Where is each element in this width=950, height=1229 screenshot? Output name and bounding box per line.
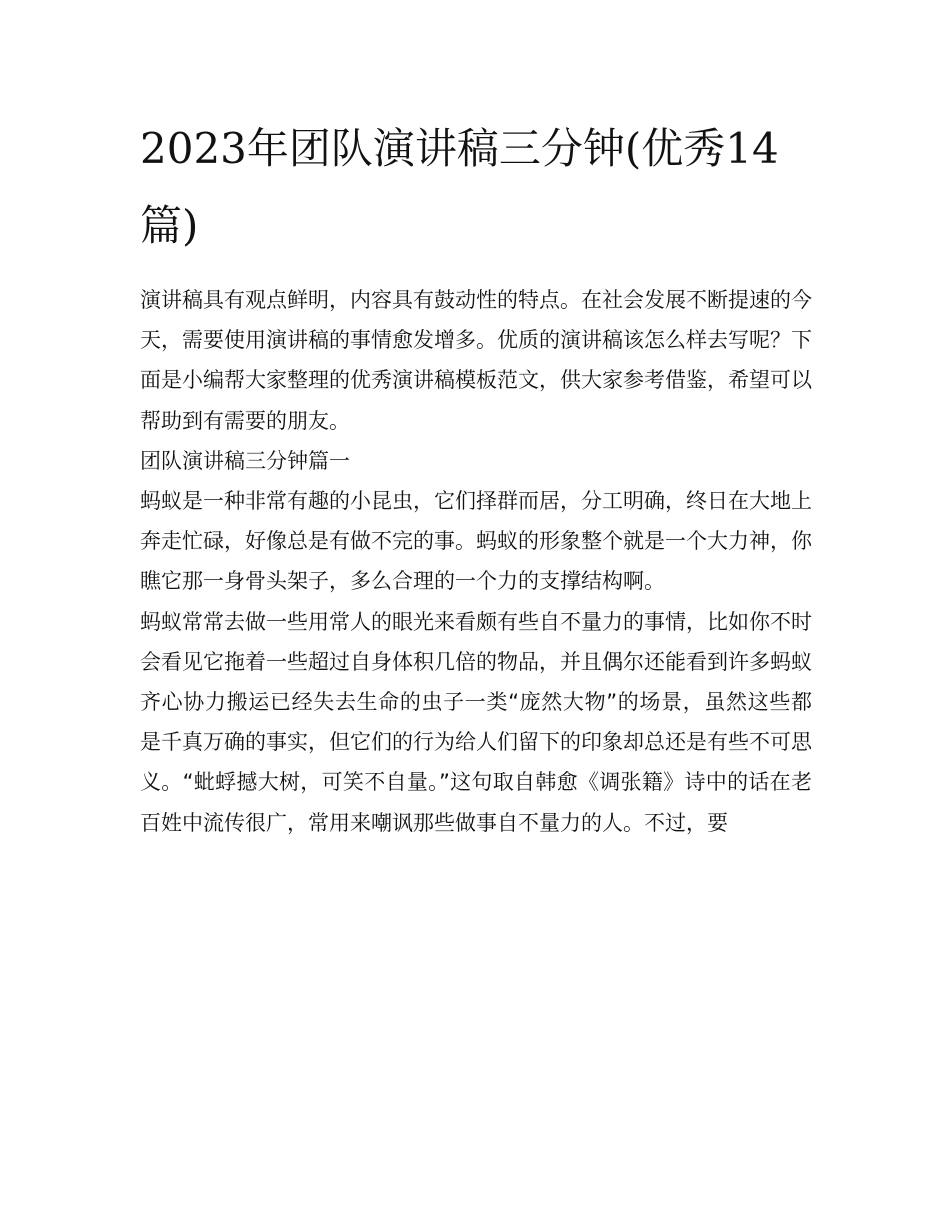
document-body bbox=[140, 280, 812, 843]
section-heading: 团队演讲稿三分钟篇一 bbox=[140, 448, 350, 473]
document-title: 2023年团队演讲稿三分钟(优秀14篇) bbox=[140, 124, 779, 250]
body-paragraph: 蚂蚁常常去做一些用常人的眼光来看颇有些自不量力的事情，比如你不时会看见它拖着一些超过自身体积几倍的物品，并且偶尔还能看到许多蚂蚁齐心协力搬运已经失去生命的虫子一类“庞然大物”的场景，虽然这些都是千真万确的事实，但它们的行为给人们留下的印象却总还是有些不可思义。“蚍蜉撼大树，可笑不自量。”这句取自韩愈《调张籍》诗中的话在老百姓中流传很广，常用来嘲讽那些做事自不量力的人。不过，要 bbox=[140, 609, 812, 835]
body-paragraph: 蚂蚁是一种非常有趣的小昆虫，它们择群而居，分工明确，终日在大地上奔走忙碌，好像总是有做不完的事。蚂蚁的形象整个就是一个大力神，你瞧它那一身骨头架子，多么合理的一个力的支撑结构啊。 bbox=[140, 489, 812, 594]
intro-paragraph: 演讲稿具有观点鲜明，内容具有鼓动性的特点。在社会发展不断提速的今天，需要使用演讲稿的事情愈发增多。优质的演讲稿该怎么样去写呢？下面是小编帮大家整理的优秀演讲稿模板范文，供大家参考借鉴，希望可以帮助到有需要的朋友。 bbox=[140, 288, 812, 433]
